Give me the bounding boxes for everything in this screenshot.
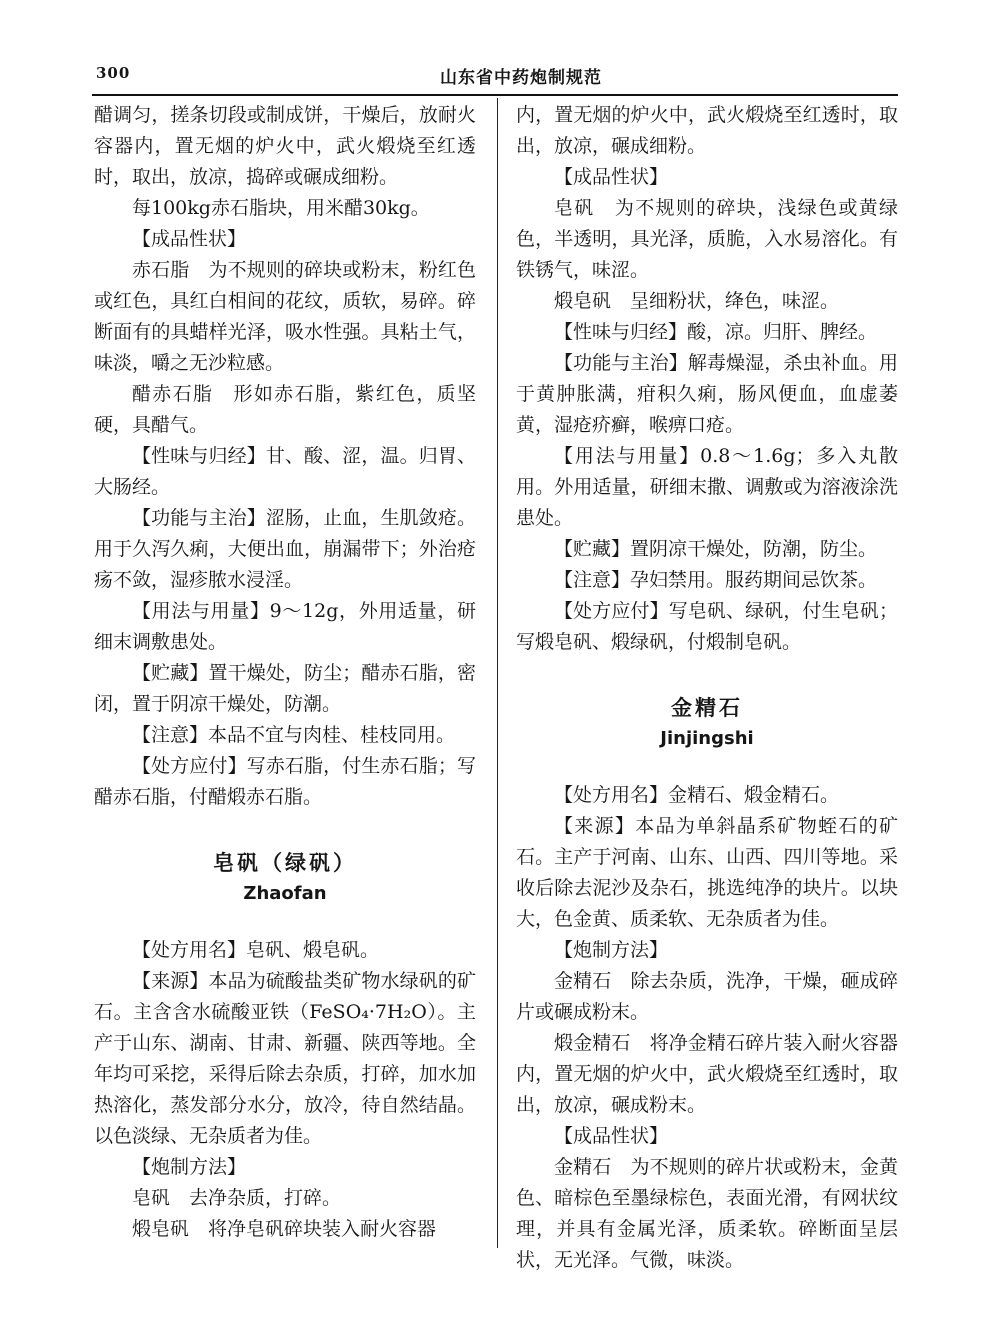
page-number: 300	[96, 64, 131, 82]
subsection-heading: 【炮制方法】	[554, 939, 669, 961]
section-pinyin: Zhaofan	[243, 883, 327, 904]
paragraph: 【用法与用量】9～12g，外用适量，研细末调敷患处。	[94, 600, 476, 653]
paragraph: 【处方用名】皂矾、煅皂矾。	[132, 939, 380, 961]
paragraph: 煅金精石 将净金精石碎片装入耐火容器内，置无烟的炉火中，武火煅烧至红透时，取出，放凉，碾成粉末。	[516, 1032, 898, 1116]
paragraph: 皂矾 为不规则的碎块，浅绿色或黄绿色，半透明，具光泽，质脆，入水易溶化。有铁锈气，味涩。	[516, 197, 898, 281]
paragraph: 【来源】本品为硫酸盐类矿物水绿矾的矿石。主含含水硫酸亚铁（FeSO₄·7H₂O）。主产于山东、湖南、甘肃、新疆、陕西等地。全年均可采挖，采得后除去杂质，打碎，加水加热溶化，蒸发部分水分，放冷，待自然结晶。以色淡绿、无杂质者为佳。	[94, 970, 476, 1147]
paragraph: 【性味与归经】甘、酸、涩，温。归胃、大肠经。	[94, 445, 476, 498]
paragraph: 【来源】本品为单斜晶系矿物蛭石的矿石。主产于河南、山东、山西、四川等地。采收后除去泥沙及杂石，挑选纯净的块片。以块大，色金黄、质柔软、无杂质者为佳。	[516, 815, 898, 930]
right-column	[516, 100, 898, 1276]
paragraph: 皂矾 去净杂质，打碎。	[132, 1187, 342, 1209]
paragraph: 金精石 为不规则的碎片状或粉末，金黄色、暗棕色至墨绿棕色，表面光滑，有网状纹理，并具有金属光泽，质柔软。碎断面呈层状，无光泽。气微，味淡。	[516, 1156, 898, 1271]
paragraph: 赤石脂 为不规则的碎块或粉末，粉红色或红色，具红白相间的花纹，质软，易碎。碎断面有的具蜡样光泽，吸水性强。具粘土气，味淡，嚼之无沙粒感。	[94, 259, 476, 374]
paragraph: 金精石 除去杂质，洗净，干燥，砸成碎片或碾成粉末。	[516, 970, 898, 1023]
paragraph: 【处方应付】写赤石脂，付生赤石脂；写醋赤石脂，付醋煅赤石脂。	[94, 755, 476, 808]
paragraph: 【注意】本品不宜与肉桂、桂枝同用。	[132, 724, 456, 746]
header-rule	[92, 94, 898, 96]
paragraph: 【贮藏】置干燥处，防尘；醋赤石脂，密闭，置于阴凉干燥处，防潮。	[94, 662, 476, 715]
column-divider	[497, 98, 498, 1248]
section-pinyin: Jinjingshi	[660, 728, 754, 749]
paragraph: 【处方用名】金精石、煅金精石。	[554, 784, 840, 806]
paragraph: 煅皂矾 呈细粉状，绛色，味涩。	[554, 290, 840, 312]
subsection-heading: 【炮制方法】	[132, 1156, 247, 1178]
left-column	[94, 100, 476, 1245]
paragraph: 【功能与主治】涩肠，止血，生肌敛疮。用于久泻久痢，大便出血，崩漏带下；外治疮疡不敛，湿疹脓水浸淫。	[94, 507, 476, 591]
paragraph: 【性味与归经】酸，凉。归肝、脾经。	[554, 321, 878, 343]
paragraph: 每100kg赤石脂块，用米醋30kg。	[132, 197, 430, 219]
paragraph: 【贮藏】置阴凉干燥处，防潮，防尘。	[554, 538, 878, 560]
paragraph: 【处方应付】写皂矾、绿矾，付生皂矾；写煅皂矾、煅绿矾，付煅制皂矾。	[516, 600, 898, 653]
paragraph: 【用法与用量】0.8～1.6g；多入丸散用。外用适量，研细末撒、调敷或为溶液涂洗患处。	[516, 445, 898, 529]
section-title: 金精石	[671, 695, 743, 720]
subsection-heading: 【成品性状】	[554, 166, 669, 188]
running-head: 山东省中药炮制规范	[440, 68, 602, 88]
subsection-heading: 【成品性状】	[554, 1125, 669, 1147]
paragraph: 【功能与主治】解毒燥湿，杀虫补血。用于黄肿胀满，疳积久痢，肠风便血，血虚萎黄，湿疮疥癣，喉痹口疮。	[516, 352, 898, 436]
paragraph: 醋赤石脂 形如赤石脂，紫红色，质坚硬，具醋气。	[94, 383, 476, 436]
paragraph: 内，置无烟的炉火中，武火煅烧至红透时，取出，放凉，碾成细粉。	[516, 104, 898, 157]
subsection-heading: 【成品性状】	[132, 228, 247, 250]
paragraph: 煅皂矾 将净皂矾碎块装入耐火容器	[132, 1218, 437, 1240]
section-title: 皂矾（绿矾）	[213, 850, 357, 875]
paragraph: 【注意】孕妇禁用。服药期间忌饮茶。	[554, 569, 878, 591]
paragraph: 醋调匀，搓条切段或制成饼，干燥后，放耐火容器内，置无烟的炉火中，武火煅烧至红透时，取出，放凉，捣碎或碾成细粉。	[94, 104, 476, 188]
